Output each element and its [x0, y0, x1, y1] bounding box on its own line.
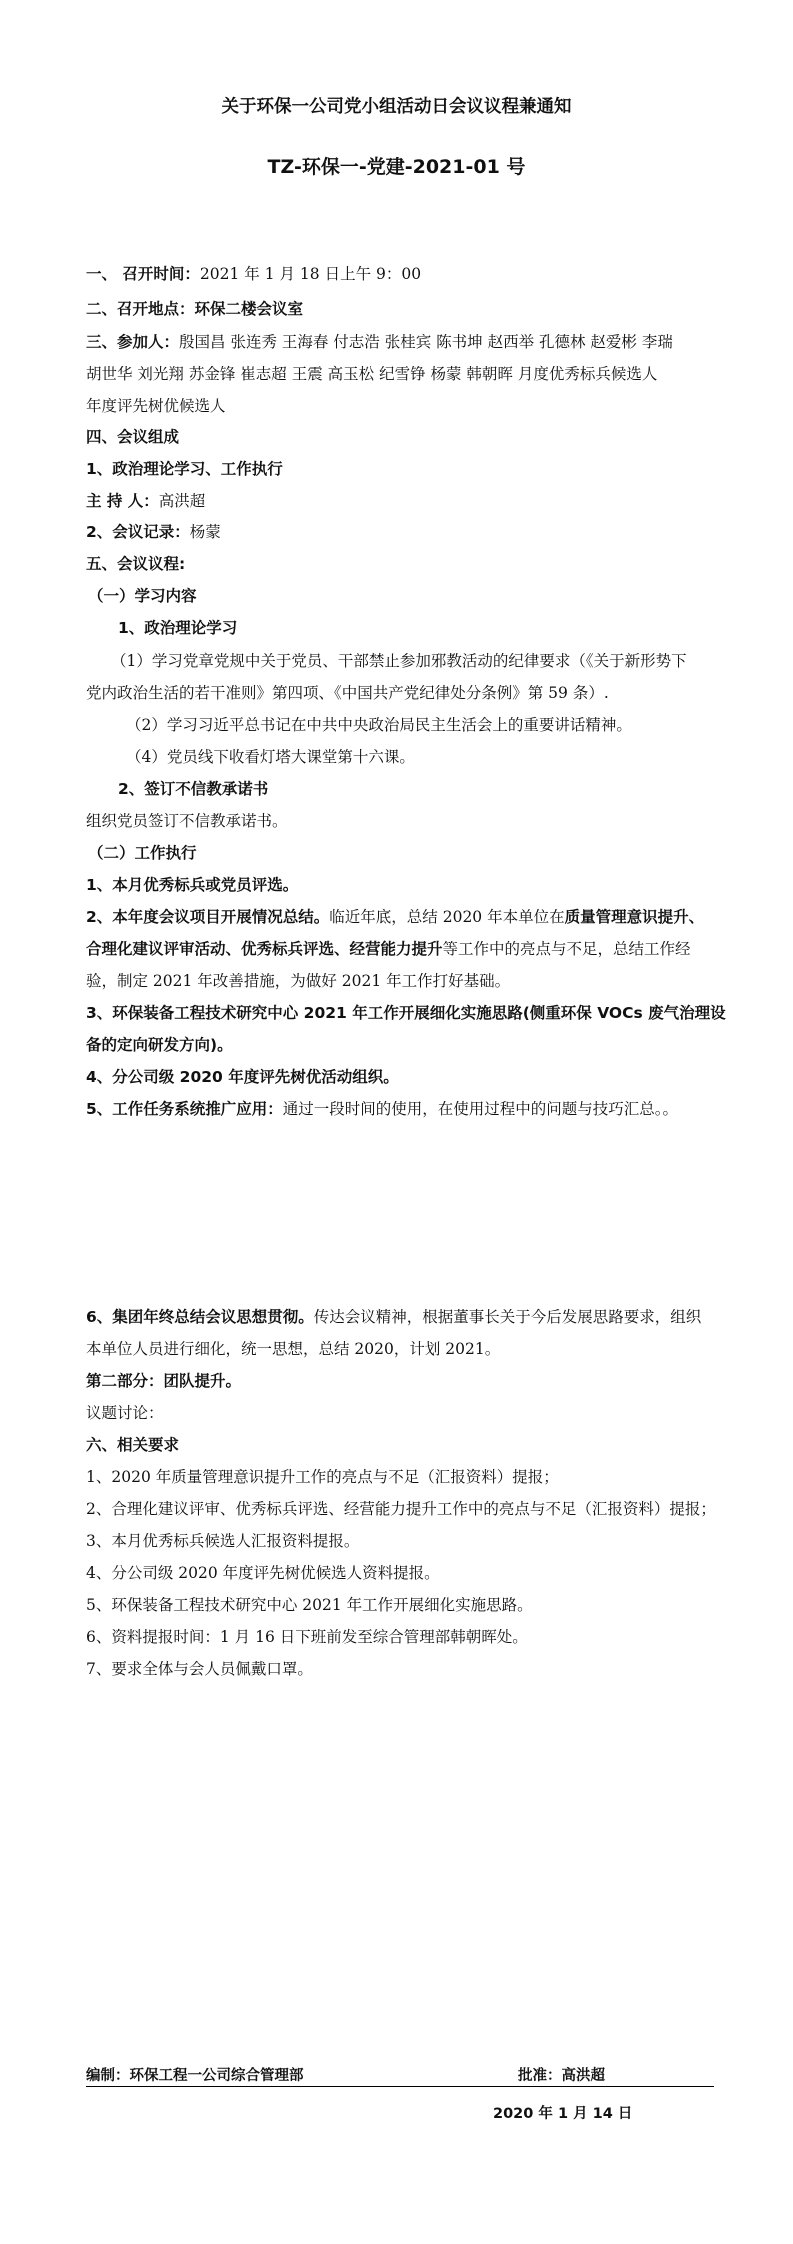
study-item-1: 1、政治理论学习 [118, 619, 238, 637]
meeting-time-line [86, 263, 706, 285]
work-item-5 [86, 1098, 706, 1120]
meeting-location-label: 二、召开地点： [86, 300, 195, 318]
compiled-by: 编制：环保工程一公司综合管理部 [86, 2068, 304, 2084]
meeting-time-label: 一、 召开时间： [86, 265, 200, 283]
study-2: （2）学习习近平总书记在中共中央政治局民主生活会上的重要讲话精神。 [126, 716, 632, 734]
requirement-item: 3、本月优秀标兵候选人汇报资料提报。 [86, 1532, 360, 1550]
study-item-2-text: 组织党员签订不信教承诺书。 [86, 812, 288, 830]
document-title: 关于环保一公司党小组活动日会议议程兼通知 [221, 97, 572, 117]
attendees-line-3: 年度评先树优候选人 [86, 397, 226, 415]
work-item-2-text-d: 等工作中的亮点与不足，总结工作经 [442, 940, 691, 958]
requirement-item: 6、资料提报时间：1 月 16 日下班前发至综合管理部韩朝晖处。 [86, 1628, 528, 1646]
part-two-heading: 第二部分：团队提升。 [86, 1372, 242, 1390]
document-number: TZ-环保一-党建-2021-01 号 [267, 156, 526, 178]
attendees-names-1: 殷国昌 张连秀 王海春 付志浩 张桂宾 陈书坤 赵西举 孔德林 赵爱彬 李瑞 [179, 333, 673, 351]
work-item-6-title: 6、集团年终总结会议思想贯彻。 [86, 1308, 314, 1326]
work-item-3-line-2: 备的定向研发方向)。 [86, 1036, 233, 1054]
meeting-time-value: 2021 年 1 月 18 日上午 9：00 [199, 265, 422, 283]
requirement-item: 1、2020 年质量管理意识提升工作的亮点与不足（汇报资料）提报； [86, 1468, 559, 1486]
work-item-6-line-1 [86, 1306, 706, 1328]
recorder-value: 杨蒙 [189, 523, 221, 541]
attendees-line-1 [86, 331, 706, 353]
work-item-2-line-3: 验，制定 2021 年改善措施，为做好 2021 年工作打好基础。 [86, 972, 511, 990]
composition-item-1: 1、政治理论学习、工作执行 [86, 460, 283, 478]
work-item-2-line-2 [86, 938, 706, 960]
study-item-2: 2、签订不信教承诺书 [118, 780, 269, 798]
study-4: （4）党员线下收看灯塔大课堂第十六课。 [126, 748, 415, 766]
work-item-6-line-2: 本单位人员进行细化，统一思想，总结 2020，计划 2021。 [86, 1340, 501, 1358]
work-item-5-text: 通过一段时间的使用，在使用过程中的问题与技巧汇总。。 [282, 1100, 679, 1118]
study-1-line-2: 党内政治生活的若干准则》第四项、《中国共产党纪律处分条例》第 59 条）. [86, 684, 609, 702]
host-line [86, 490, 706, 512]
part-two-topic: 议题讨论： [86, 1404, 164, 1422]
meeting-location-value: 环保二楼会议室 [194, 300, 304, 318]
meeting-location-line [86, 298, 706, 320]
work-item-4: 4、分公司级 2020 年度评先树优活动组织。 [86, 1068, 399, 1086]
requirements-heading: 六、相关要求 [86, 1436, 180, 1454]
work-item-2-title: 2、本年度会议项目开展情况总结。 [86, 908, 330, 926]
approved-by: 批准：高洪超 [518, 2068, 605, 2084]
requirement-item: 2、合理化建议评审、优秀标兵评选、经营能力提升工作中的亮点与不足（汇报资料）提报； [86, 1500, 716, 1518]
study-1-line-1: （1）学习党章党规中关于党员、干部禁止参加邪教活动的纪律要求（《关于新形势下 [111, 652, 687, 670]
composition-heading: 四、会议组成 [86, 428, 180, 446]
agenda-part-1: （一）学习内容 [88, 587, 197, 605]
host-label: 主 持 人： [86, 492, 159, 510]
work-item-1: 1、本月优秀标兵或党员评选。 [86, 876, 299, 894]
requirement-item: 5、环保装备工程技术研究中心 2021 年工作开展细化实施思路。 [86, 1596, 533, 1614]
agenda-heading: 五、会议议程: [86, 555, 186, 573]
work-item-5-title: 5、工作任务系统推广应用： [86, 1100, 283, 1118]
attendees-line-2: 胡世华 刘光翔 苏金锋 崔志超 王震 高玉松 纪雪铮 杨蒙 韩朝晖 月度优秀标兵候选人 [86, 365, 658, 383]
work-item-2-text-c: 合理化建议评审活动、优秀标兵评选、经营能力提升 [86, 940, 443, 958]
recorder-label: 2、会议记录： [86, 523, 190, 541]
work-item-2-text-a: 临近年底，总结 2020 年本单位在 [329, 908, 565, 926]
work-item-6-text-a: 传达会议精神，根据董事长关于今后发展思路要求，组织 [313, 1308, 702, 1326]
requirement-item: 7、要求全体与会人员佩戴口罩。 [86, 1660, 313, 1678]
work-item-2-text-b: 质量管理意识提升、 [564, 908, 705, 926]
requirement-item: 4、分公司级 2020 年度评先树优候选人资料提报。 [86, 1564, 440, 1582]
work-item-2-line-1 [86, 906, 706, 928]
work-item-3-line-1: 3、环保装备工程技术研究中心 2021 年工作开展细化实施思路(侧重环保 VOCs 废气治理设 [86, 1004, 726, 1022]
host-value: 高洪超 [158, 492, 206, 510]
signature-footer [86, 2064, 714, 2087]
recorder-line [86, 521, 706, 543]
attendees-label: 三、参加人： [86, 333, 180, 351]
agenda-part-2: （二）工作执行 [88, 844, 197, 862]
issue-date: 2020 年 1 月 14 日 [493, 2106, 633, 2122]
